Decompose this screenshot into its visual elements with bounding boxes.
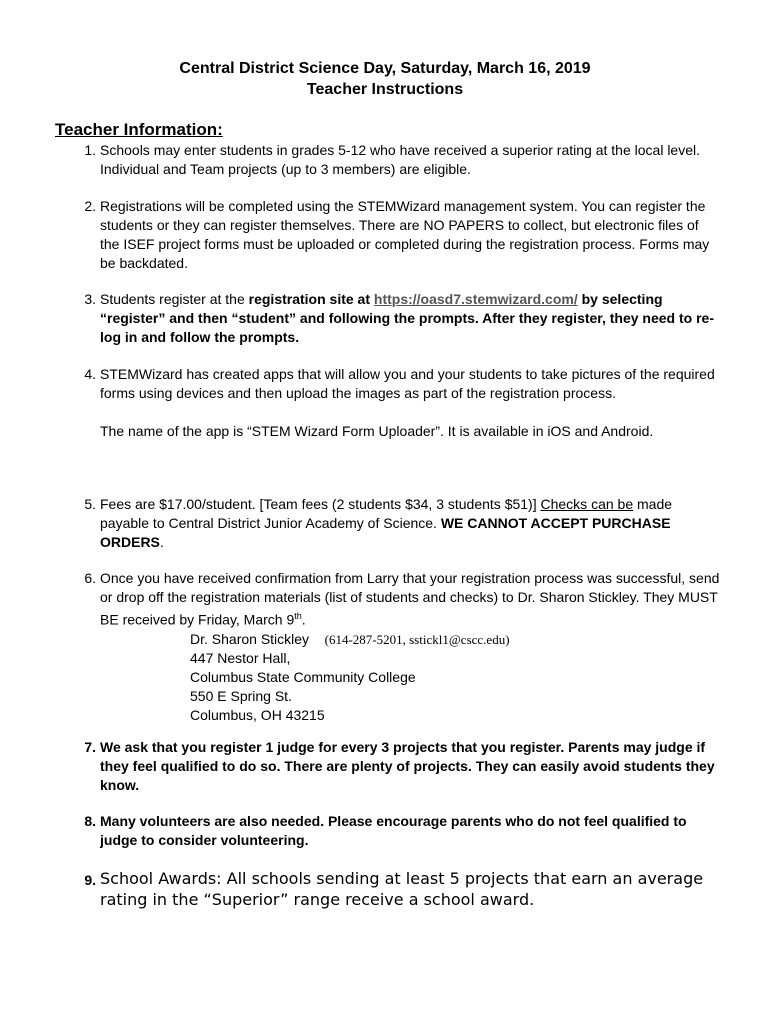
item-text-main: Once you have received confirmation from Larry that your registration process was successful, send or drop off the registration materials (list of students and checks) to Dr. Sharon Stickley. They MUST BE received by Friday, March 9 (100, 570, 720, 628)
address-line: 550 E Spring St. (190, 687, 292, 704)
no-purchase-orders: WE CANNOT ACCEPT PURCHASE ORDERS (100, 515, 671, 550)
item-text: Registrations will be completed using the STEMWizard management system. You can register the students or they can register themselves. There are NO PAPERS to collect, but electronic files of the ISEF project forms must be uploaded or completed during the registration process. Forms may be backdated. (100, 198, 710, 271)
item-number: 5. (84, 496, 96, 512)
item-number: 1. (84, 142, 96, 158)
school-awards-label: School Awards: (100, 869, 222, 888)
document-title: Central District Science Day, Saturday, March 16, 2019 (179, 60, 591, 77)
superscript: th (294, 611, 302, 621)
item-text-end: . (301, 611, 306, 628)
item-text: STEMWizard has created apps that will allow you and your students to take pictures of the required forms using devices and then upload the images as part of the registration process. (100, 366, 715, 401)
payable-text: made payable to Central District Junior Academy of Science. (100, 496, 673, 531)
item-number: 3. (84, 291, 96, 307)
address-line: Columbus, OH 43215 (190, 706, 325, 723)
item-number: 4. (84, 366, 96, 382)
address-name-line (190, 630, 720, 649)
item-text-bold-rest: by selecting “register” and then “student” and following the prompts. After they register, they need to re-log in and follow the prompts. (100, 291, 714, 345)
fee-text: Fees are $17.00/student. [Team fees (2 students $34, 3 students $51)] (100, 496, 541, 512)
item-text (100, 569, 720, 630)
item-number: 8. (84, 813, 96, 829)
item-text: Many volunteers are also needed. Please encourage parents who do not feel qualified to judge to consider volunteering. (100, 813, 687, 848)
item-text: We ask that you register 1 judge for every 3 projects that you register. Parents may judge if they feel qualified to do so. There are plenty of projects. They can easily avoid students they know. (100, 739, 715, 793)
item-text (100, 495, 720, 552)
document-subtitle: Teacher Instructions (306, 81, 464, 98)
item-text (100, 290, 720, 347)
item-text-plain: Students register at the (100, 291, 249, 307)
item-number: 9. (84, 872, 96, 888)
item-text (100, 868, 720, 910)
item-text-bold: registration site at (248, 291, 374, 307)
school-awards-text: All schools sending at least 5 projects that earn an average rating in the “Superior” range receive a school award. (100, 869, 704, 909)
registration-link[interactable]: https://oasd7.stemwizard.com/ (373, 291, 578, 307)
item-text: Schools may enter students in grades 5-12 who have received a superior rating at the local level. Individual and Team projects (up to 3 members) are eligible. (100, 142, 701, 177)
checks-text: Checks can be (540, 496, 634, 512)
address-line: Columbus State Community College (190, 668, 416, 685)
item-number: 7. (84, 739, 96, 755)
item-text-end: . (159, 534, 164, 550)
contact-info: (614-287-5201, sstickl1@cscc.edu) (324, 631, 510, 647)
section-heading: Teacher Information: (55, 120, 223, 139)
item-text-app: The name of the app is “STEM Wizard Form Uploader”. It is available in iOS and Android. (100, 423, 654, 439)
address-line: 447 Nestor Hall, (190, 649, 291, 666)
item-number: 6. (84, 570, 96, 586)
item-number: 2. (84, 198, 96, 214)
contact-name: Dr. Sharon Stickley (190, 630, 310, 647)
